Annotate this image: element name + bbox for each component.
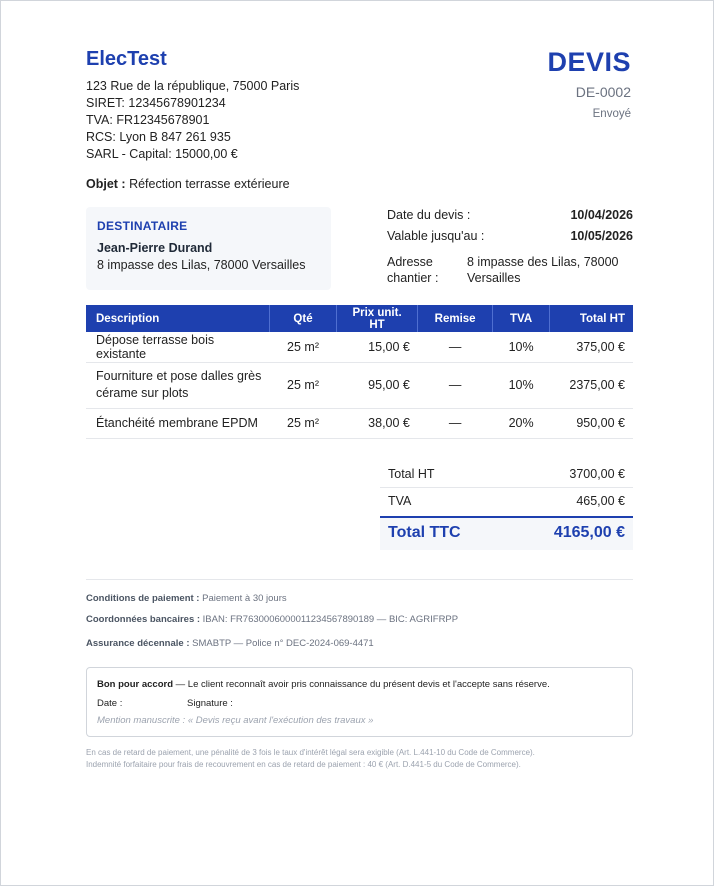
- table-row: [86, 332, 633, 362]
- recipient-name: Jean-Pierre Durand: [97, 241, 213, 255]
- payment-conditions-label: Conditions de paiement :: [86, 593, 200, 604]
- items-table: [86, 305, 633, 439]
- approval-signature-label: Signature :: [187, 698, 233, 709]
- meta-site-value: [467, 254, 633, 286]
- company-info: [86, 78, 299, 163]
- cell-description: Dépose terrasse bois existante: [86, 332, 270, 362]
- total-ttc-row: [380, 516, 633, 550]
- approval-statement: — Le client reconnaît avoir pris connaissance du présent devis et l'accepte sans réserve.: [175, 679, 550, 690]
- company-rcs: RCS: Lyon B 847 261 935: [86, 130, 231, 144]
- recipient-heading: DESTINATAIRE: [97, 219, 188, 233]
- company-name: ElecTest: [86, 48, 167, 70]
- cell-total: 2375,00 €: [550, 362, 633, 408]
- total-tva-label: TVA: [388, 494, 412, 508]
- document-number: DE-0002: [575, 84, 631, 100]
- total-ttc-value: 4165,00 €: [553, 524, 625, 541]
- approval-mention: Mention manuscrite : « Devis reçu avant l'exécution des travaux »: [97, 715, 374, 726]
- insurance: [86, 638, 374, 649]
- payment-conditions: [86, 593, 287, 604]
- header-unit-price: Prix unit. HT: [336, 305, 418, 332]
- company-siret: SIRET: 12345678901234: [86, 96, 226, 110]
- meta-site-label: [387, 254, 438, 286]
- section-divider: [86, 579, 633, 580]
- recipient-box: [86, 207, 331, 290]
- header-quantity: Qté: [270, 305, 336, 332]
- items-header-row: [86, 305, 633, 332]
- cell-discount: —: [418, 408, 492, 438]
- cell-discount: —: [418, 362, 492, 408]
- legal-notice: [86, 747, 535, 770]
- total-ht-label: Total HT: [388, 467, 435, 481]
- cell-total: 950,00 €: [550, 408, 633, 438]
- meta-date-value: 10/04/2026: [570, 208, 633, 222]
- meta-valid-label: Valable jusqu'au :: [387, 229, 485, 243]
- meta-date-label: Date du devis :: [387, 208, 471, 222]
- legal-line: En cas de retard de paiement, une pénalité de 3 fois le taux d'intérêt légal sera exigible (Art. L.441-10 du Code de Commerce).: [86, 748, 535, 757]
- meta-site-value-line: Versailles: [467, 271, 521, 285]
- cell-unit-price: 38,00 €: [336, 408, 418, 438]
- header-description: Description: [86, 305, 270, 332]
- cell-quantity: 25 m²: [270, 332, 336, 362]
- bank-details-value: IBAN: FR7630006000011234567890189 — BIC: AGRIFRPP: [202, 614, 459, 625]
- cell-description: Étanchéité membrane EPDM: [86, 408, 270, 438]
- cell-quantity: 25 m²: [270, 362, 336, 408]
- cell-total: 375,00 €: [550, 332, 633, 362]
- header-vat: TVA: [492, 305, 549, 332]
- approval-title: Bon pour accord: [97, 679, 174, 690]
- company-legal: SARL - Capital: 15000,00 €: [86, 147, 238, 161]
- approval-date-label: Date :: [97, 698, 123, 709]
- cell-discount: —: [418, 332, 492, 362]
- approval-box: [86, 667, 633, 737]
- recipient-address: 8 impasse des Lilas, 78000 Versailles: [97, 258, 306, 272]
- total-tva-row: [380, 488, 633, 514]
- total-ht-value: 3700,00 €: [569, 467, 625, 481]
- total-tva-value: 465,00 €: [576, 494, 625, 508]
- meta-date-row: [387, 208, 633, 224]
- company-address: 123 Rue de la république, 75000 Paris: [86, 79, 300, 93]
- header-discount: Remise: [418, 305, 492, 332]
- payment-conditions-value: Paiement à 30 jours: [202, 593, 287, 604]
- legal-line: Indemnité forfaitaire pour frais de recouvrement en cas de retard de paiement : 40 € (Art. D.441-5 du Code de Commerce).: [86, 759, 521, 769]
- company-tva: TVA: FR12345678901: [86, 113, 210, 127]
- cell-unit-price: 15,00 €: [336, 332, 418, 362]
- insurance-value: SMABTP — Police n° DEC-2024-069-4471: [192, 638, 374, 649]
- cell-vat: 10%: [492, 332, 549, 362]
- insurance-label: Assurance décennale :: [86, 638, 190, 649]
- approval-text: [97, 679, 550, 690]
- meta-site-value-line: 8 impasse des Lilas, 78000: [467, 255, 619, 269]
- bank-details-label: Coordonnées bancaires :: [86, 614, 201, 625]
- subject-label: Objet :: [86, 177, 126, 191]
- table-row: [86, 362, 633, 408]
- quote-subject: [86, 177, 290, 191]
- cell-unit-price: 95,00 €: [336, 362, 418, 408]
- subject-value: Réfection terrasse extérieure: [129, 177, 290, 191]
- header-total: Total HT: [550, 305, 633, 332]
- cell-vat: 10%: [492, 362, 549, 408]
- meta-valid-value: 10/05/2026: [570, 229, 633, 243]
- meta-site-label-line: Adresse: [387, 255, 433, 269]
- cell-vat: 20%: [492, 408, 549, 438]
- document-title: DEVIS: [547, 47, 631, 77]
- meta-site-label-line: chantier :: [387, 271, 439, 285]
- table-row: [86, 408, 633, 438]
- bank-details: [86, 614, 458, 625]
- meta-valid-row: [387, 229, 633, 245]
- total-ht-row: [380, 461, 633, 488]
- total-ttc-label: Total TTC: [388, 524, 461, 541]
- document-status: Envoyé: [592, 108, 631, 120]
- cell-description: Fourniture et pose dalles grès cérame sur plots: [86, 362, 270, 408]
- cell-quantity: 25 m²: [270, 408, 336, 438]
